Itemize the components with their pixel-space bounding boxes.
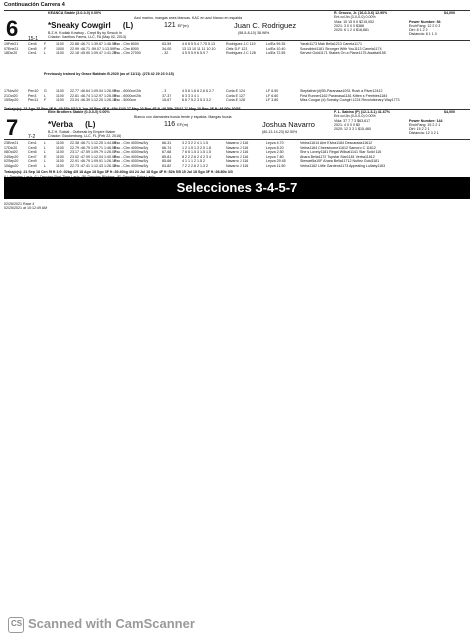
cell-dist: 1100: [56, 89, 64, 93]
surface-stats-2: Dirt: 8 1 2 2: [409, 28, 428, 32]
cell-trk: Cen5: [28, 145, 37, 150]
cell-odds: LF 6.50: [266, 89, 279, 93]
cell-trk: Pen10: [28, 89, 39, 93]
stats-year-1: 2021: 4 0 0 0 $0: [334, 123, 360, 127]
breeding: B.Z.H. Soldat - Outbreak by Empire Maker: [48, 130, 116, 134]
cell-surf: L: [44, 163, 46, 168]
cell-fr: 23.17 :47.59 1:09.79 1:26.07: [70, 150, 116, 155]
surface-stats-3: Distancia: 8 1 1 0: [409, 32, 437, 36]
surface-stats-2: Dirt: 15 2 2 1: [409, 127, 430, 131]
cell-odds: Lo/Ea 99.35: [266, 42, 286, 46]
horse-name: *Sneaky Cowgirl (L): [48, 21, 134, 30]
cell-trk: Cen9: [28, 159, 37, 164]
breeding: B.Z.H. Kodiak Kowboy - Crept By by Smuck In: [48, 31, 122, 35]
cell-com: Stewart5a10F Ahara Bella11712 Nuñez Gold1181: [300, 159, 380, 164]
horse-name: *Verba (L): [48, 120, 96, 129]
cell-com: Stepfather(d)SB-Paranasa10S1 Rush a River12412: [300, 89, 383, 93]
cell-jock: Coria E 127: [226, 93, 245, 98]
cell-fr: 22.73 :47.41 1:12.43 1:26.32: [70, 163, 116, 168]
cell-com: Ahara Bella1172 Tupstar Star1181 Verba11612: [300, 154, 375, 159]
cell-calls: 13 13 10 11 11 10 10: [182, 46, 216, 51]
cell-cls: Rsc - Clm 4000nw3/y: [114, 145, 149, 150]
cell-cls: Rsc - 6000cn/2/b: [114, 89, 142, 93]
cell-trk: Pen3: [28, 93, 37, 98]
cell-fr: 22.91 :46.79 1:09.91 1:26.10: [70, 159, 116, 164]
trainer-line: R. Orozco, Jr. (16-0-3-6) 12.90%: [334, 11, 388, 15]
stable-line: KEANCA Stable (3-0-0-0) 0.00%: [48, 11, 102, 15]
cell-fr: 22.88 :46.71 1:39.67 1:46.55: [70, 42, 116, 46]
cell-com: Verba1162 Little Gardens1173 Appealing Lullaby1163: [300, 163, 386, 168]
morning-line-odds: 7-2: [28, 134, 36, 140]
surface-stats-3: Distancia: 12 3 2 1: [409, 131, 439, 135]
workouts: Trabajo(s): 21 Sep 18 Cen 5f ft 1:0 :02bg 4/5 18 Ago 18 Sgo 3F ft :39.40bg 4/4 24 Jul 18 Sgo 4F ft :52b 5/5 15 Jul 18 Sgo 3F ft :38.80b 3/3: [4, 170, 233, 174]
cell-pp: 63-59: [162, 42, 172, 46]
cell-date: 19Feb21: [4, 42, 19, 46]
cell-trk: Cen1: [28, 141, 37, 145]
cell-pp: 66-31: [162, 141, 172, 145]
cell-dist: 1000: [56, 46, 64, 51]
stats-year-2: 2020: 6 1 2 4 $18,881: [334, 28, 369, 32]
cell-odds: Leyva 29.45: [266, 159, 286, 164]
cell-odds: LF 3.80: [266, 98, 279, 103]
cell-com: First Runner1162 Paranasa1181 Kitten s Freebies1184: [300, 93, 388, 98]
cell-date: 23Ene21: [4, 141, 19, 145]
cell-pp: 85-81: [162, 154, 172, 159]
selection-bar: [4, 177, 470, 199]
stats-year-2: 2020: 12 3 3 1 $15,460: [334, 127, 371, 131]
cell-pp: - 32: [162, 51, 169, 56]
weight: 121 EF(m): [164, 22, 189, 29]
surface-stats-1: EnchFang: 15 2 2 1: [409, 123, 441, 127]
cell-jock: Ortiz D.F 121: [226, 46, 248, 51]
cell-calls: 7 2 2 2.6 2 1.3 2: [182, 163, 208, 168]
cell-date: 08Oct20: [4, 150, 18, 155]
weight: 116 EF(m): [164, 121, 189, 128]
pp-table-lower: [4, 89, 470, 103]
cell-fr: 22.81 :46.74 1:12.97 1:26.05: [70, 93, 116, 98]
silks-description: Azul marino, mangas anes blancas. KAC en azul blanco en espalda: [134, 16, 243, 20]
cell-surf: G: [44, 89, 47, 93]
pp-table: [4, 42, 470, 56]
cell-trk: Cen9: [28, 163, 37, 168]
cell-pp: 34-00: [162, 46, 172, 51]
cell-trk: Cen7: [28, 154, 37, 159]
cell-pp: 15-67: [162, 98, 172, 103]
cell-pp: - 3: [162, 89, 167, 93]
program-number: 6: [6, 16, 19, 41]
trainer-sub: Ent cc/Jin (0-0-0-0) 0.00%: [334, 114, 376, 118]
cell-jock: Navarro J 116: [226, 150, 249, 155]
cell-surf: L: [44, 141, 46, 145]
cell-surf: F: [44, 42, 47, 46]
stable-line: Elite Brothers Stable (0-0-0-0) 0.00%: [48, 110, 110, 114]
cell-fr: 23.02 :47.09 1:12.04 1:40.06: [70, 154, 116, 159]
cell-com: Soundbird1181 Stronger With You1113 Canela1174: [300, 46, 382, 51]
cell-dist: 1100: [56, 159, 64, 164]
cell-fr: 22.38 :46.71 1:12.25 1:44.64: [70, 141, 116, 145]
jockey-stats: (80-13-14-23) 62.50%: [262, 130, 298, 134]
jockey-name: Joshua Navarro: [262, 120, 315, 129]
breeder: Criador: Xanthus Farms, LLC, FA (May 02, 2013): [48, 35, 127, 39]
cell-date: 24Sep20: [4, 154, 19, 159]
cell-dist: 1100: [56, 163, 64, 168]
cell-pp: 37-37: [162, 93, 172, 98]
cell-date: 10Ago20: [4, 163, 19, 168]
cell-cls: Rsc - Clm 4000nw3/y: [114, 159, 149, 164]
cell-cls: Rsc - Clm 4000nw3/y: [114, 163, 149, 168]
cell-calls: 6 6 7 5.2 3 5.3 3.2: [182, 98, 211, 103]
cell-cls: Rsc - Clm 27000: [114, 51, 141, 56]
cell-odds: LF 6.60: [266, 93, 279, 98]
cell-trk: Pen11: [28, 98, 39, 103]
cell-com: Yarab1173 Mak Bella1213 Canela1171: [300, 42, 362, 46]
cell-dist: 1100: [56, 42, 64, 46]
cell-odds: Leyva 8.20: [266, 145, 284, 150]
selection-text: Selecciones 3-4-5-7: [176, 180, 298, 195]
morning-line-odds: 15-1: [28, 36, 39, 42]
cell-cls: Rsc - Clm 4000nw3/y: [114, 154, 149, 159]
cell-trk: Cen5: [28, 150, 37, 155]
stats-lifetime: Vida: 37 7 7 3 $63,617: [334, 119, 371, 123]
cell-jock: Navarro J 116: [226, 163, 249, 168]
cell-calls: 4 5 5 5.9 6 5.9 7: [182, 51, 208, 56]
cell-trk: Cen5: [28, 42, 37, 46]
cell-dist: 1100: [56, 150, 64, 155]
cell-date: 21Oct20: [4, 93, 18, 98]
cell-calls: 6 3 3 3 4 1: [182, 93, 199, 98]
cell-date: 18Dic20: [4, 51, 18, 56]
cell-dist: 1100: [56, 51, 64, 56]
cell-surf: L: [44, 150, 46, 155]
cell-com: Miss Cougar (d) Sneaky Cowgirl 1224 Revolutionary Way1773: [300, 98, 400, 103]
cell-cls: Rsc - Clm 4000nw3/y: [114, 150, 149, 155]
cell-cls: Rsc - 6000cn/2/b: [114, 93, 142, 98]
cell-pp: 67-68: [162, 150, 172, 155]
cell-calls: 3 2 3 2 2 4 1 1.5: [182, 141, 208, 145]
breeder: Criador: Glockenburg, LLC, FL (Feb 22, 2016): [48, 134, 122, 138]
cell-calls: 1 2 1.5 1.3 2.5 1.8: [182, 145, 211, 150]
cell-calls: 4 6 6 5 5.4 7.75 5.13: [182, 42, 215, 46]
cell-jock: Coria E 128: [226, 98, 245, 103]
cell-date: 07Ene21: [4, 46, 19, 51]
cell-pp: 63-82: [162, 163, 172, 168]
cell-dist: 1100: [56, 145, 64, 150]
cell-jock: Navarro J 116: [226, 145, 249, 150]
jockey-stats: (58-5-8-10) 38.98%: [238, 31, 270, 35]
cell-com: Verba1164 Cheesecone11612 Samoro C 11612: [300, 145, 376, 150]
cell-fr: 22.18 :45.90 1:09.47 1:41.25: [70, 51, 116, 56]
cell-dist: 1100: [56, 154, 64, 159]
jockey-name: Juan C. Rodriguez: [234, 21, 297, 30]
cell-odds: Lo/Ea 10.40: [266, 46, 286, 51]
cell-fr: 22.99 :46.71 :59.07 1:13.59: [70, 46, 114, 51]
cell-fr: 23.04 :46.39 1:12.25 1:26.18: [70, 98, 116, 103]
cell-calls: 8 2 2 2.6 2 4 2 3 4: [182, 154, 211, 159]
workouts: Trabajo(s): 23 Ago 28 Pen 4F ft :49.53b 8/10 8 Jun 28 Pen 4F ft :49b 6/40 27 May 20 Pen 4F ft :48.58b 25/42 11 May 20 Pen 4F ft :48.00b 30/38: [4, 107, 241, 111]
cell-surf: L: [44, 93, 46, 98]
cell-dist: 1100: [56, 141, 64, 145]
cell-calls: 4 5 6 1.6 6 2.6 6 2.7: [182, 89, 214, 93]
power-number: Power Number: 54: [409, 20, 441, 24]
cell-cls: Rsc - Clm 8000: [114, 42, 139, 46]
cell-cls: Rsc - Clm 8000: [114, 46, 139, 51]
footer-race: 02/26/2021 Race 4: [4, 202, 35, 206]
cell-com: She s Lovely1181 Regal Willcat1141 Star Solid 116: [300, 150, 382, 155]
cell-com: Verba11614 Abe Elvira1184 Descarada11612: [300, 141, 373, 145]
cell-cls: Rsc - 5000cm: [114, 98, 137, 103]
camscanner-logo-icon: CS: [8, 617, 24, 633]
trainer-line: F. L. Sabino (P) (12-1-3-1) 41.67%: [334, 110, 390, 114]
page-title: Continuación Carrera 4: [4, 2, 65, 8]
cell-pp: 85-66: [162, 159, 172, 164]
cell-jock: Navarro J 116: [226, 141, 249, 145]
pp-table: [4, 141, 470, 169]
cell-jock: Coria E 124: [226, 89, 245, 93]
cell-dist: 1100: [56, 93, 64, 98]
cell-surf: L: [44, 145, 46, 150]
cell-surf: F: [44, 98, 47, 103]
silks-description: Blanco con diamantes fucsia frente y espalda. Mangas fucsia: [134, 115, 232, 119]
purse: $4,000: [444, 110, 455, 114]
cell-odds: Lo/Ea 72.55: [266, 51, 286, 56]
cell-date: 17Nov20: [4, 89, 19, 93]
surface-stats-1: EnchFang: 12 2 0 3: [409, 24, 441, 28]
cell-odds: Leyva 11.50: [266, 163, 286, 168]
cell-fr: 22.79 :46.79 1:09.71 1:46.55: [70, 145, 116, 150]
cell-jock: Navarro J 116: [226, 159, 249, 164]
cell-surf: F: [44, 46, 47, 51]
cell-surf: E: [44, 154, 47, 159]
footer-timestamp: 02/25/2021 at 10:12:49 AM: [4, 206, 48, 210]
cell-odds: Leyva 2.50: [266, 150, 284, 155]
purse: $4,000: [444, 11, 455, 15]
table-row: [4, 51, 470, 56]
cell-pp: 66-74: [162, 145, 172, 150]
cell-fr: 22.77 :46.64 1:09.04 1:26.09: [70, 89, 116, 93]
cell-calls: 7 6 6 1.5 3 1.5 1.5: [182, 150, 211, 155]
cell-odds: Leyva 7.80: [266, 154, 284, 159]
cell-calls: 4 1 1 1 2 1.5 2: [182, 159, 205, 164]
cell-date: 02Sep20: [4, 159, 19, 164]
cell-date: 15Sep20: [4, 98, 19, 103]
stats-lifetime: Vida: 10 15 5 6 $215,052: [334, 20, 375, 24]
cell-surf: L: [44, 159, 46, 164]
trainer-sub: Ent cc/Jin (3-0-0-0) 0.00%: [334, 15, 376, 19]
previously-trained: Previously trained by Grace Baldwin B.2020 (as of 11/11): (278 42 29 23 0.15): [44, 72, 174, 76]
cell-surf: L: [44, 51, 46, 56]
cell-dist: 1100: [56, 98, 64, 103]
cell-trk: Cen5: [28, 46, 37, 51]
cell-cls: Rsc - Clm 4000nw3/y: [114, 141, 149, 145]
cell-trk: Cen1: [28, 51, 37, 56]
watermark: Scanned with CamScanner: [28, 616, 195, 631]
table-row: [4, 98, 470, 103]
cell-jock: Navarro J 116: [226, 154, 249, 159]
cell-jock: Rodriguez J.C 119: [226, 42, 256, 46]
cell-date: 17Dic20: [4, 145, 18, 150]
cell-odds: Leyva 4.70: [266, 141, 284, 145]
stats-year-1: 2021: 3 0 0 0 $388: [334, 24, 364, 28]
table-row: [4, 164, 470, 169]
cell-jock: Rodriguez J.C 128: [226, 51, 256, 56]
cell-com: Served Gold1171 Stakes On a Plane1175 Awattail155: [300, 51, 386, 56]
program-number: 7: [6, 115, 19, 140]
power-number: Power Number: 144: [409, 119, 443, 123]
